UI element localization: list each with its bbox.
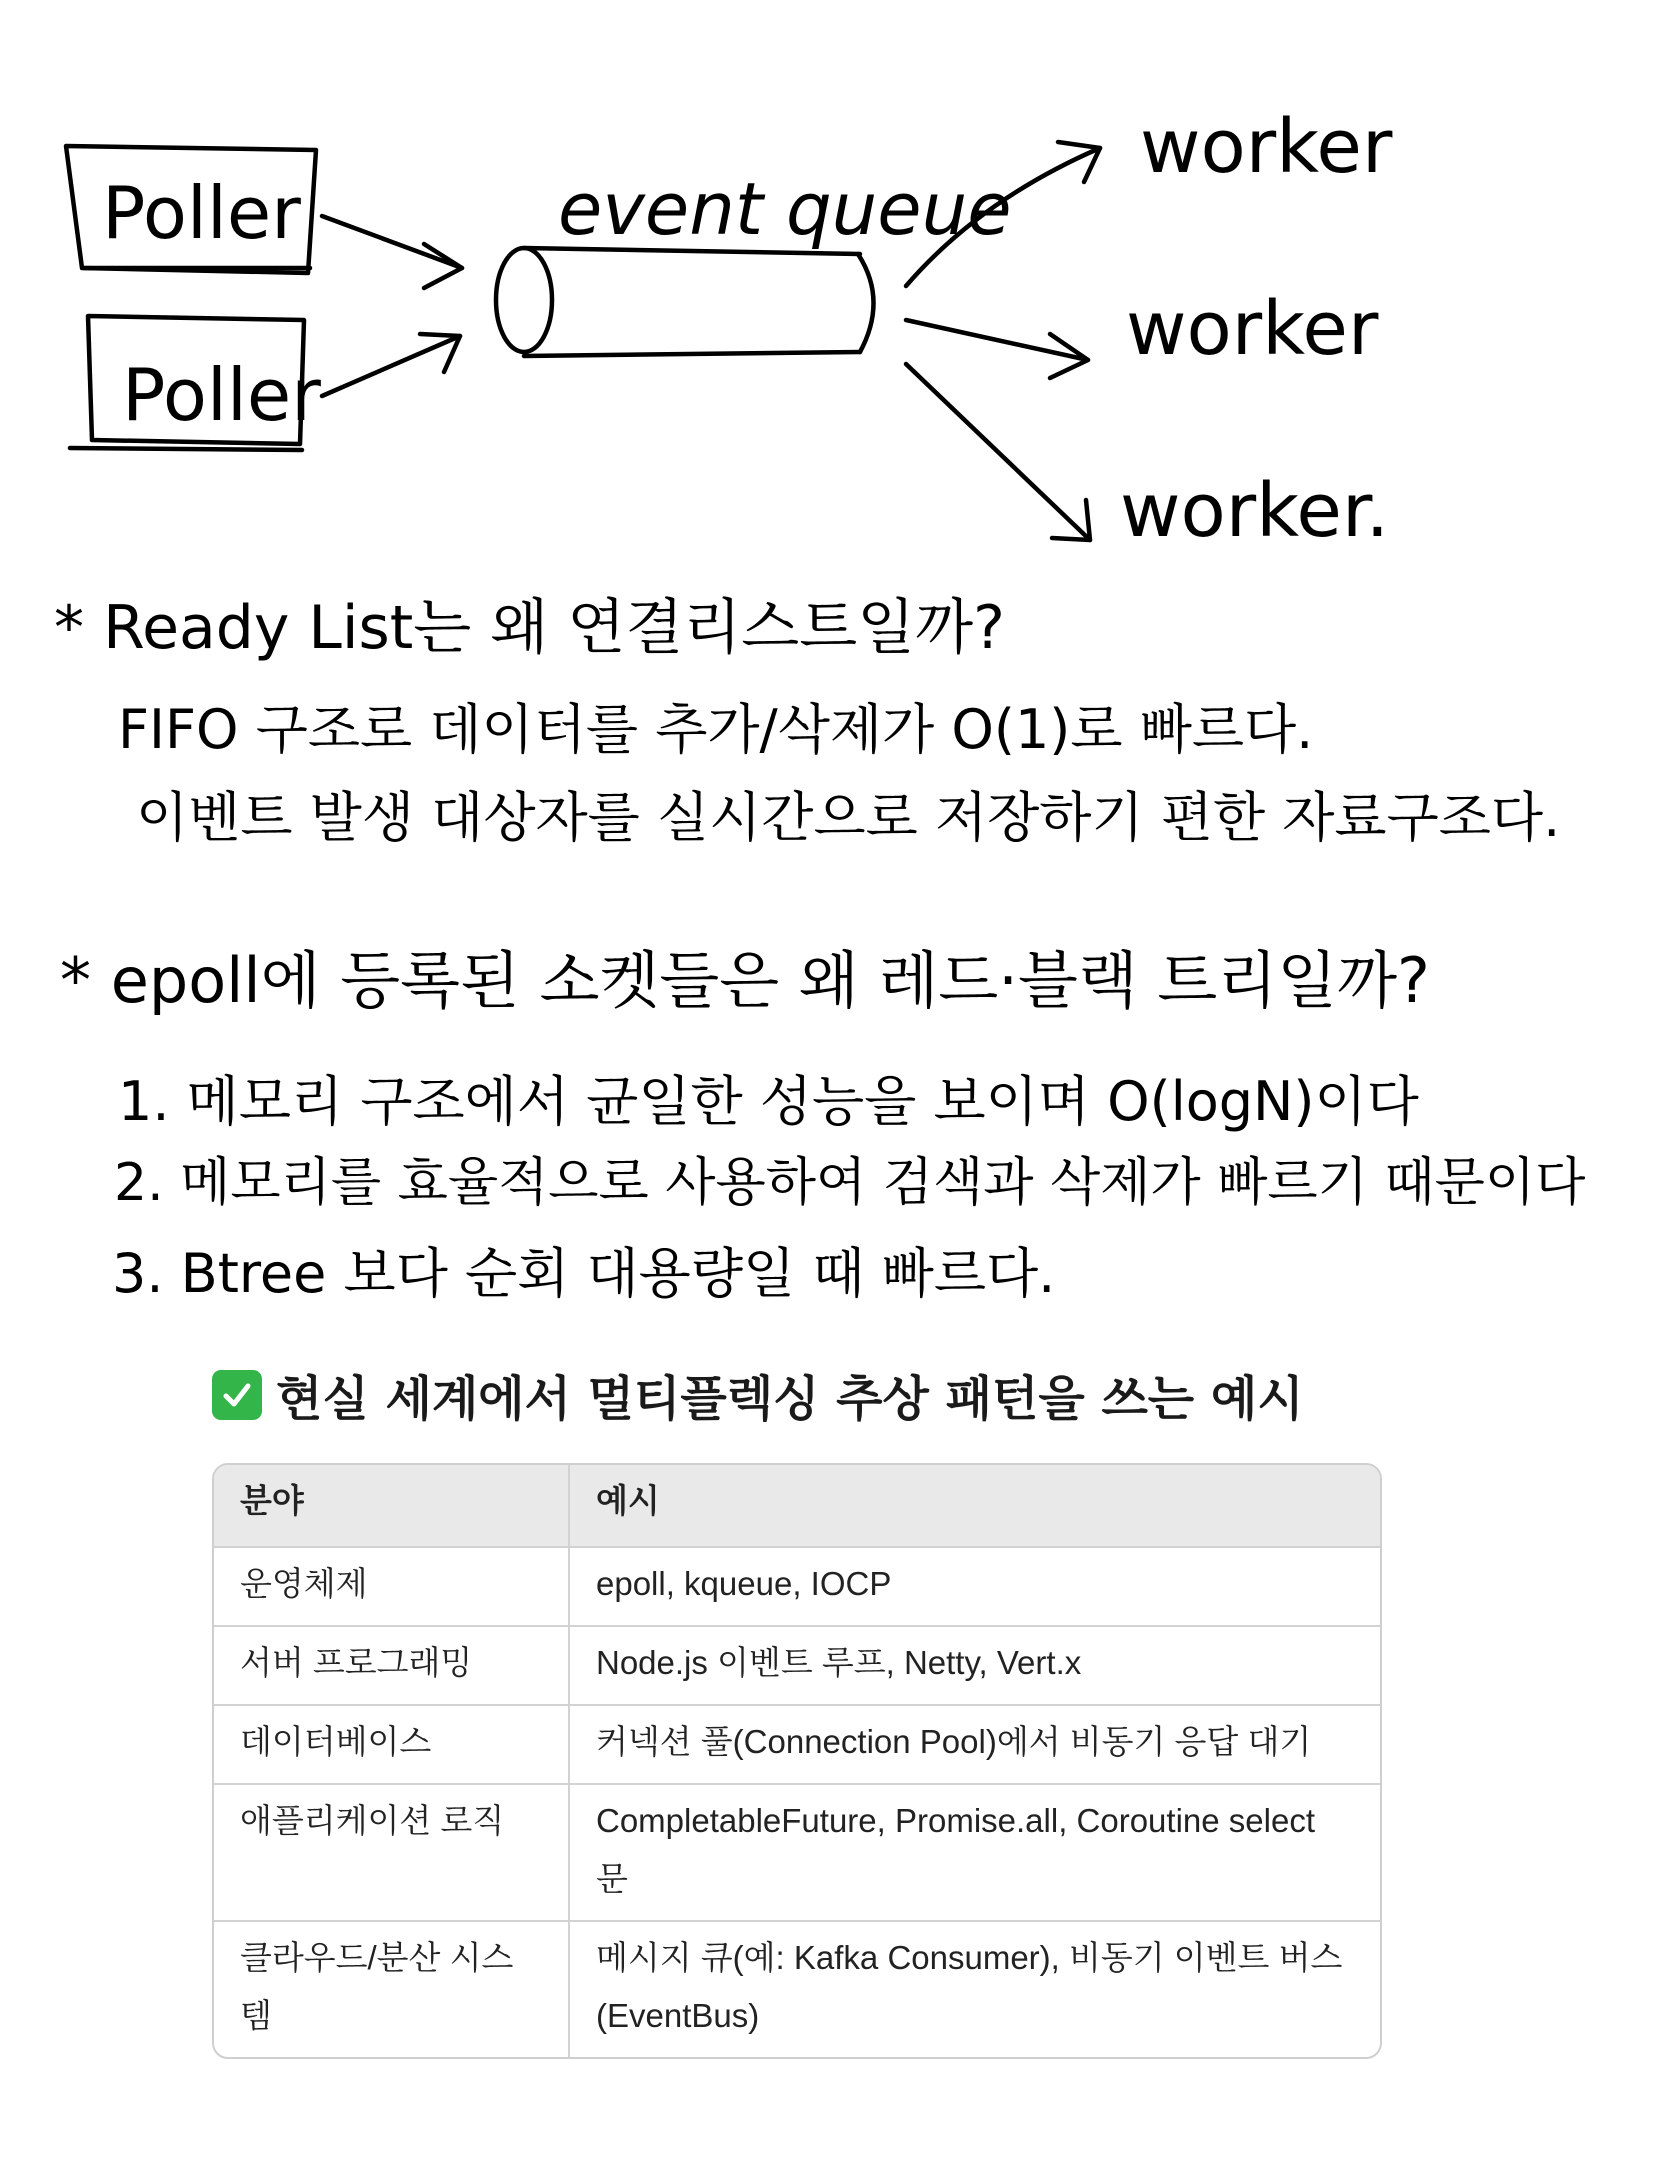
arrow-queue-to-worker-2 — [906, 320, 1088, 378]
table-cell: 운영체제 — [214, 1547, 569, 1626]
section-title: 현실 세계에서 멀티플렉싱 추상 패턴을 쓰는 예시 — [276, 1371, 1304, 1427]
arrow-poller-to-queue-1 — [322, 216, 462, 288]
worker-label-2: worker — [1126, 286, 1379, 372]
table-row — [214, 1784, 1380, 1921]
table-cell: Node.js 이벤트 루프, Netty, Vert.x — [569, 1626, 1380, 1705]
table-row — [214, 1921, 1380, 2057]
table-cell: 클라우드/분산 시스템 — [214, 1921, 569, 2057]
poller-label-1: Poller — [102, 171, 301, 255]
table-header-row — [214, 1465, 1380, 1547]
worker-label-1: worker — [1140, 104, 1393, 190]
examples-section — [212, 1360, 1382, 2059]
header-example: 예시 — [569, 1465, 1380, 1547]
rb-tree-answer-3: 3. Btree 보다 순회 대용량일 때 빠르다. — [112, 1242, 1056, 1300]
ready-list-answer-2: 이벤트 발생 대상자를 실시간으로 저장하기 편한 자료구조다. — [136, 786, 1561, 849]
table-row — [214, 1626, 1380, 1705]
worker-label-3: worker. — [1120, 468, 1390, 554]
event-queue-label: event queue — [558, 167, 1012, 251]
arrow-queue-to-worker-3 — [906, 364, 1090, 540]
table-cell: epoll, kqueue, IOCP — [569, 1547, 1380, 1626]
arrow-poller-to-queue-2 — [322, 334, 460, 396]
poller-box-1 — [66, 146, 316, 273]
rb-tree-answer-1: 1. 메모리 구조에서 균일한 성능을 보이며 O(logN)이다 — [118, 1070, 1419, 1133]
table-cell: 데이터베이스 — [214, 1705, 569, 1784]
section-heading — [212, 1360, 1382, 1429]
check-mark-icon — [212, 1370, 262, 1420]
poller-box-2 — [70, 316, 321, 450]
table-cell: 커넥션 풀(Connection Pool)에서 비동기 응답 대기 — [569, 1705, 1380, 1784]
table-cell: 메시지 큐(예: Kafka Consumer), 비동기 이벤트 버스(EventBus) — [596, 1939, 1343, 2034]
table-row — [214, 1705, 1380, 1784]
ready-list-answer-1: FIFO 구조로 데이터를 추가/삭제가 O(1)로 빠르다. — [118, 698, 1314, 761]
table-cell: CompletableFuture, Promise.all, Coroutine select 문 — [569, 1784, 1380, 1921]
table-cell: 애플리케이션 로직 — [214, 1784, 569, 1921]
ready-list-question: * Ready List는 왜 연결리스트일까? — [54, 593, 1005, 663]
poller-label-2: Poller — [122, 353, 321, 437]
examples-table — [212, 1463, 1382, 2059]
table-row — [214, 1547, 1380, 1626]
header-field: 분야 — [214, 1465, 569, 1547]
table-cell: 서버 프로그래밍 — [214, 1626, 569, 1705]
rb-tree-question: * epoll에 등록된 소켓들은 왜 레드·블랙 트리일까? — [60, 944, 1430, 1017]
rb-tree-answer-2: 2. 메모리를 효율적으로 사용하여 검색과 삭제가 빠르기 때문이다 — [114, 1153, 1586, 1213]
